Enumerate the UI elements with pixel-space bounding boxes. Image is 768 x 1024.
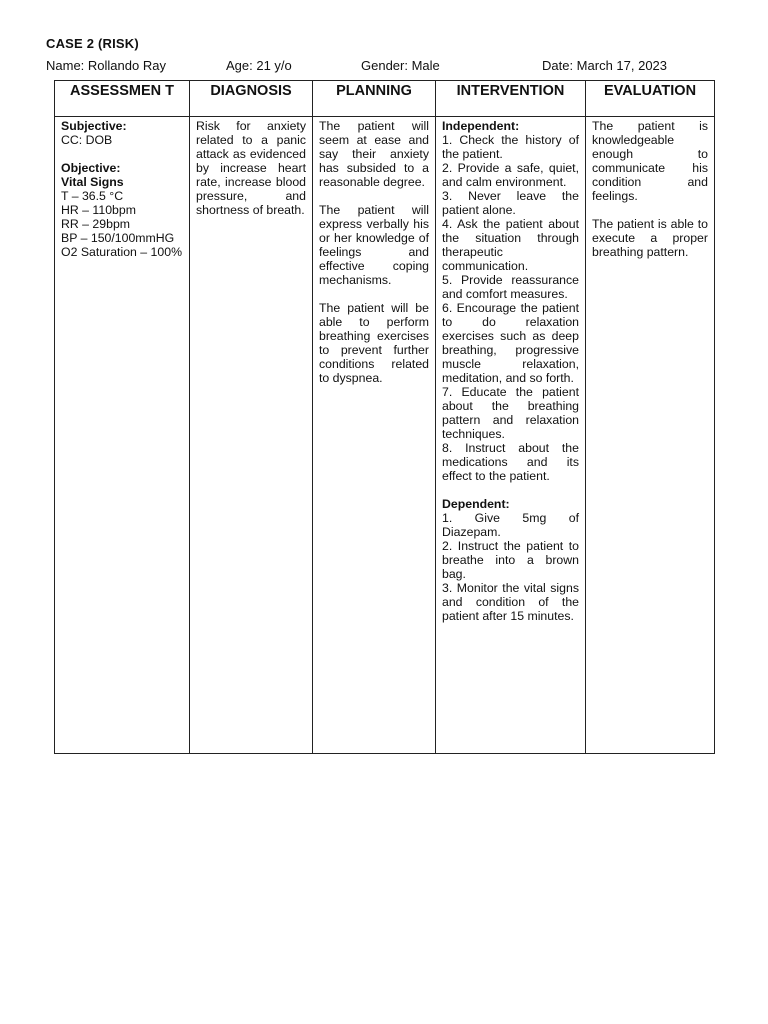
evaluation-cell (586, 117, 715, 754)
header-row (55, 81, 715, 117)
intervention-independent-7: 7. Educate the patient about the breathing pattern and relaxation techniques. (442, 385, 579, 441)
intervention-independent-8: 8. Instruct about the medications and its effect to the patient. (442, 441, 579, 483)
subjective-label: Subjective: (61, 119, 127, 133)
evaluation-1: The patient is knowledgeable enough to communicate his condition and feelings. (592, 119, 708, 203)
assessment-cell (55, 117, 190, 754)
nursing-care-plan-table (54, 80, 715, 754)
diagnosis-cell (190, 117, 313, 754)
vital-temperature: T – 36.5 °C (61, 189, 124, 203)
intervention-dependent-1: 1. Give 5mg of Diazepam. (442, 511, 579, 539)
planning-goal-2: The patient will express verbally his or her knowledge of feelings and effective coping mechanisms. (319, 203, 429, 287)
planning-cell (313, 117, 436, 754)
intervention-independent-3: 3. Never leave the patient alone. (442, 189, 579, 217)
vital-o2-saturation: O2 Saturation – 100% (61, 245, 182, 259)
intervention-independent-1: 1. Check the history of the patient. (442, 133, 579, 161)
vital-signs-label: Vital Signs (61, 175, 124, 189)
intervention-dependent-2: 2. Instruct the patient to breathe into a brown bag. (442, 539, 579, 581)
record-date: Date: March 17, 2023 (542, 58, 668, 73)
header-diagnosis: DIAGNOSIS (190, 81, 313, 117)
independent-label: Independent: (442, 119, 520, 133)
header-evaluation: EVALUATION (586, 81, 715, 117)
intervention-independent-6: 6. Encourage the patient to do relaxation exercises such as deep breathing, progressive muscle relaxation, meditation, and so forth. (442, 301, 579, 385)
intervention-independent-4: 4. Ask the patient about the situation through therapeutic communication. (442, 217, 579, 273)
diagnosis-text: Risk for anxiety related to a panic attack as evidenced by increase heart rate, increase blood pressure, and shortness of breath. (196, 119, 306, 217)
case-title: CASE 2 (RISK) (46, 36, 139, 51)
planning-goal-3: The patient will be able to perform breathing exercises to prevent further conditions related to dyspnea. (319, 301, 429, 385)
dependent-label: Dependent: (442, 497, 510, 511)
planning-goal-1: The patient will seem at ease and say their anxiety has subsided to a reasonable degree. (319, 119, 429, 189)
patient-name: Name: Rollando Ray (46, 58, 166, 73)
header-intervention: INTERVENTION (436, 81, 586, 117)
intervention-cell (436, 117, 586, 754)
vital-heart-rate: HR – 110bpm (61, 203, 136, 217)
vital-respiratory-rate: RR – 29bpm (61, 217, 131, 231)
header-assessment: ASSESSMEN T (55, 81, 190, 117)
patient-gender: Gender: Male (361, 58, 440, 73)
intervention-independent-2: 2. Provide a safe, quiet, and calm environment. (442, 161, 579, 189)
chief-complaint: CC: DOB (61, 133, 113, 147)
table-row (55, 117, 715, 754)
header-planning: PLANNING (313, 81, 436, 117)
vital-blood-pressure: BP – 150/100mmHG (61, 231, 175, 245)
patient-info-row (46, 58, 706, 76)
objective-label: Objective: (61, 161, 121, 175)
intervention-dependent-3: 3. Monitor the vital signs and condition of the patient after 15 minutes. (442, 581, 579, 623)
intervention-independent-5: 5. Provide reassurance and comfort measures. (442, 273, 579, 301)
evaluation-2: The patient is able to execute a proper breathing pattern. (592, 217, 708, 259)
patient-age: Age: 21 y/o (226, 58, 292, 73)
